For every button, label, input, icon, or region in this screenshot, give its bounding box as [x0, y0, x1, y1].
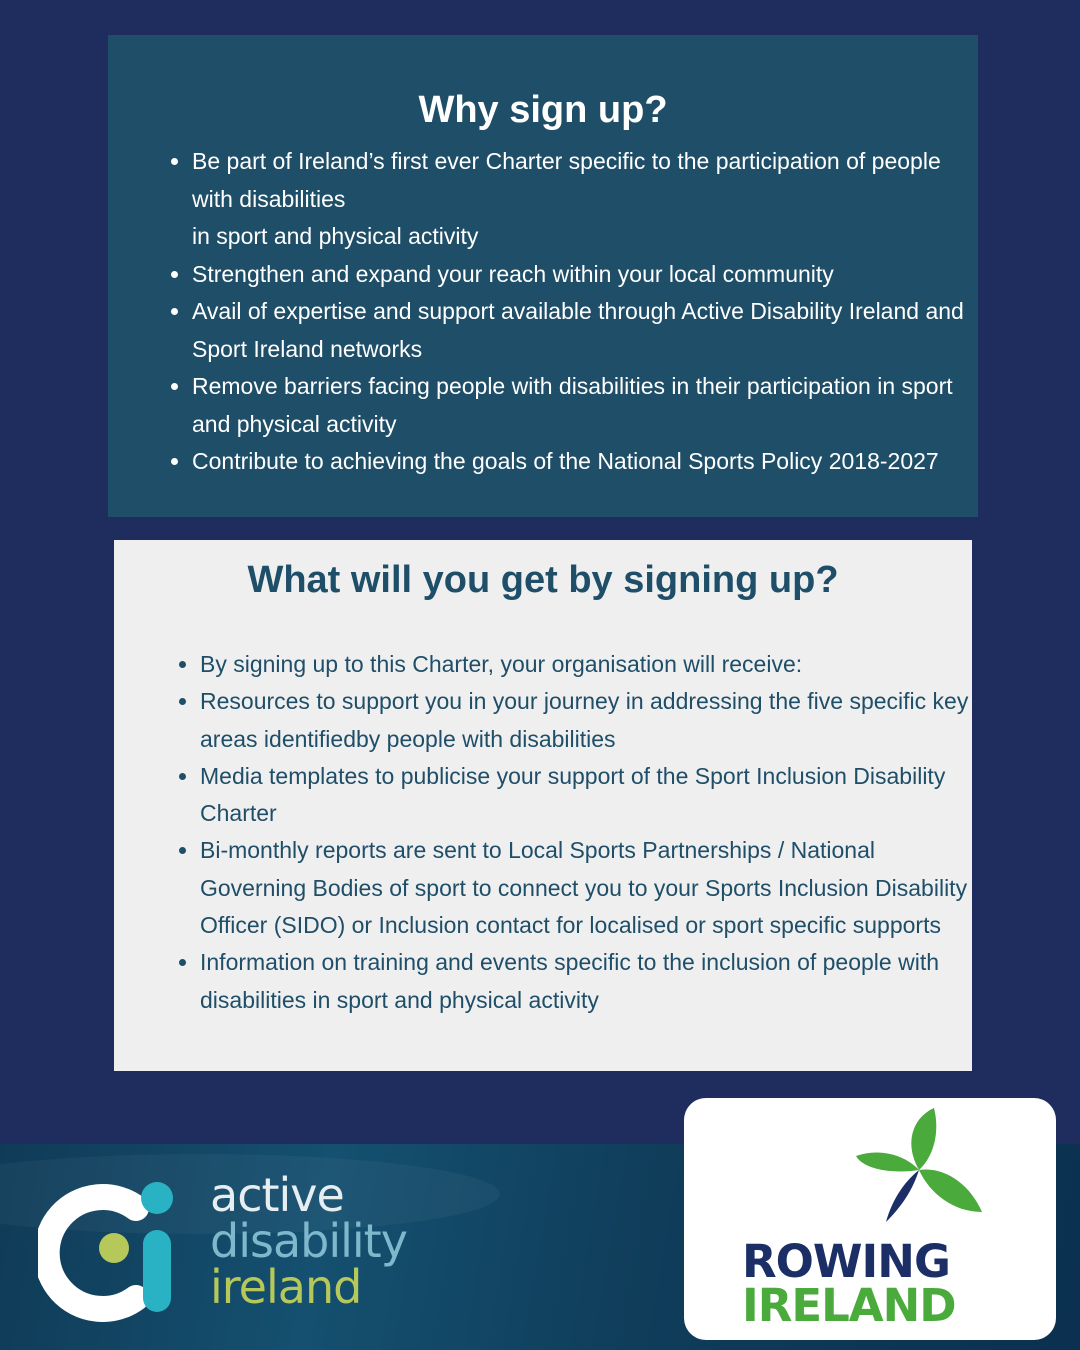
shamrock-icon [834, 1104, 1004, 1234]
active-disability-ireland-logo [38, 1168, 438, 1322]
ireland-word: IRELAND [742, 1279, 956, 1332]
get-item: • Resources to support you in your journey in addressing the five specific key areas identifiedby people with disabilities [200, 683, 980, 758]
get-item: • By signing up to this Charter, your organisation will receive: [200, 646, 980, 683]
get-item: • Information on training and events specific to the inclusion of people with disabilities in sport and physical activity [200, 944, 980, 1019]
what-you-get-title: What will you get by signing up? [247, 559, 839, 601]
why-item: • Strengthen and expand your reach within your local community [192, 256, 982, 294]
what-you-get-list [180, 646, 980, 1019]
adi-word-disability: disability [210, 1214, 407, 1268]
rowing-wordmark [742, 1235, 956, 1332]
adi-mark-icon [38, 1172, 188, 1322]
why-item: • Remove barriers facing people with disabilities in their participation in sport and physical activity [192, 368, 982, 443]
why-item: • Avail of expertise and support available through Active Disability Ireland and Sport Ireland networks [192, 293, 982, 368]
get-item: • Media templates to publicise your support of the Sport Inclusion Disability Charter [200, 758, 980, 833]
get-item: • Bi-monthly reports are sent to Local Sports Partnerships / National Governing Bodies of sport to connect you to your Sports Inclusion Disability Officer (SIDO) or Inclusion contact for localised or sport specific supports [200, 832, 980, 944]
what-you-get-panel [114, 540, 972, 1071]
adi-word-ireland: ireland [210, 1260, 362, 1314]
rowing-ireland-logo [684, 1098, 1056, 1340]
why-sign-up-list [172, 143, 982, 481]
why-item: • Contribute to achieving the goals of the National Sports Policy 2018-2027 [192, 443, 982, 481]
adi-wordmark [210, 1168, 407, 1314]
rowing-word: ROWING [742, 1235, 950, 1288]
why-sign-up-panel [108, 35, 978, 517]
why-sign-up-title: Why sign up? [418, 89, 668, 131]
adi-word-active: active [210, 1168, 344, 1222]
why-item: • Be part of Ireland’s first ever Charter specific to the participation of people with disabilities in sport and physical activity [192, 143, 982, 256]
